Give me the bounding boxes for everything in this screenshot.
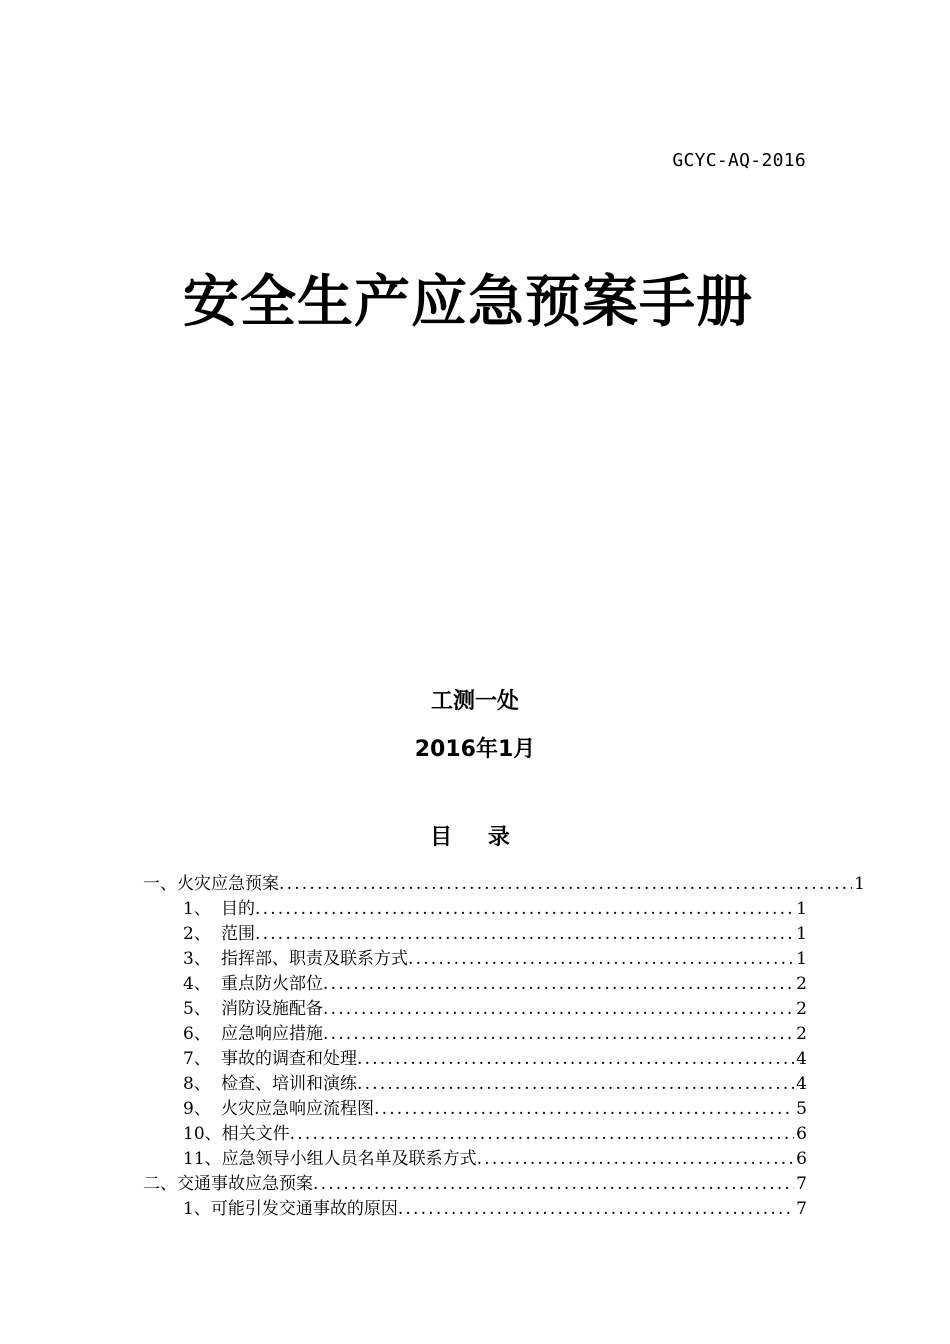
toc-heading: 目 录 — [430, 825, 524, 850]
toc-entry-number: 2、 — [183, 924, 211, 944]
toc-entry-number: 9、 — [183, 1099, 211, 1119]
toc-entry-page: 6 — [796, 1124, 807, 1144]
toc-entry-label: 火灾应急响应流程图 — [221, 1099, 374, 1119]
toc-entry-page: 1 — [796, 949, 807, 969]
toc-entry-number: 8、 — [183, 1074, 211, 1094]
toc-entry[interactable] — [183, 947, 807, 972]
toc-entry[interactable] — [183, 997, 807, 1022]
toc-entry-label: 消防设施配备 — [221, 999, 323, 1019]
toc-entry-number: 一、 — [143, 874, 177, 894]
toc-entry-number: 10、 — [183, 1124, 222, 1144]
department-name: 工测一处 — [430, 689, 519, 714]
toc-entry[interactable] — [183, 1022, 807, 1047]
toc-leader-dots — [323, 997, 794, 1022]
toc-entry[interactable] — [183, 1072, 807, 1097]
toc-entry-page: 2 — [796, 999, 807, 1019]
toc-entry-label: 应急响应措施 — [221, 1024, 323, 1044]
toc-entry-label: 范围 — [221, 924, 255, 944]
toc-entry-number: 11、 — [183, 1149, 222, 1169]
toc-entry[interactable] — [183, 922, 807, 947]
toc-entry[interactable] — [183, 1122, 807, 1147]
toc-leader-dots — [255, 922, 794, 947]
toc-entry-number: 1、 — [183, 1199, 211, 1219]
toc-leader-dots — [323, 1022, 794, 1047]
toc-entry-page: 7 — [796, 1199, 807, 1219]
toc-entry-label: 事故的调查和处理 — [221, 1049, 357, 1069]
toc-entry-label: 火灾应急预案 — [177, 874, 279, 894]
toc-entry-number: 7、 — [183, 1049, 211, 1069]
toc-entry-page: 4 — [796, 1074, 807, 1094]
toc-entry-label: 重点防火部位 — [221, 974, 323, 994]
toc-entry-page: 4 — [796, 1049, 807, 1069]
document-title: 安全生产应急预案手册 — [183, 270, 753, 335]
table-of-contents — [143, 872, 873, 1222]
toc-entry-page: 1 — [854, 874, 865, 894]
toc-leader-dots — [255, 897, 794, 922]
toc-entry-number: 4、 — [183, 974, 211, 994]
toc-leader-dots — [477, 1147, 795, 1172]
toc-entry-label: 指挥部、职责及联系方式 — [221, 949, 408, 969]
toc-entry-label: 应急领导小组人员名单及联系方式 — [221, 1149, 477, 1169]
toc-leader-dots — [313, 1172, 794, 1197]
toc-entry-label: 可能引发交通事故的原因 — [210, 1199, 398, 1219]
toc-leader-dots — [408, 947, 794, 972]
toc-entry-page: 2 — [796, 974, 807, 994]
toc-entry[interactable] — [143, 1172, 807, 1197]
toc-entry-label: 相关文件 — [221, 1124, 290, 1144]
toc-entry-page: 5 — [796, 1099, 807, 1119]
toc-entry-label: 交通事故应急预案 — [177, 1174, 313, 1194]
toc-leader-dots — [279, 872, 852, 897]
toc-entry[interactable] — [143, 872, 865, 897]
toc-entry-page: 7 — [796, 1174, 807, 1194]
toc-entry-label: 检查、培训和演练 — [221, 1074, 357, 1094]
toc-leader-dots — [398, 1197, 794, 1222]
toc-entry-number: 二、 — [143, 1174, 177, 1194]
toc-entry-page: 1 — [796, 899, 807, 919]
toc-entry[interactable] — [183, 1147, 807, 1172]
toc-entry-label: 目的 — [221, 899, 255, 919]
toc-entry[interactable] — [183, 897, 807, 922]
toc-leader-dots — [323, 972, 794, 997]
toc-entry-number: 3、 — [183, 949, 211, 969]
toc-entry-page: 6 — [796, 1149, 807, 1169]
toc-leader-dots — [374, 1097, 794, 1122]
toc-entry-page: 2 — [796, 1024, 807, 1044]
toc-entry-number: 5、 — [183, 999, 211, 1019]
toc-entry-number: 6、 — [183, 1024, 211, 1044]
toc-entry[interactable] — [183, 972, 807, 997]
document-code: GCYC-AQ-2016 — [672, 150, 806, 171]
toc-entry[interactable] — [183, 1047, 807, 1072]
toc-entry-number: 1、 — [183, 899, 211, 919]
toc-leader-dots — [290, 1122, 795, 1147]
toc-entry[interactable] — [183, 1097, 807, 1122]
toc-entry-page: 1 — [796, 924, 807, 944]
toc-leader-dots — [357, 1072, 794, 1097]
toc-leader-dots — [357, 1047, 794, 1072]
document-date: 2016年1月 — [414, 737, 536, 762]
toc-entry[interactable] — [183, 1197, 807, 1222]
